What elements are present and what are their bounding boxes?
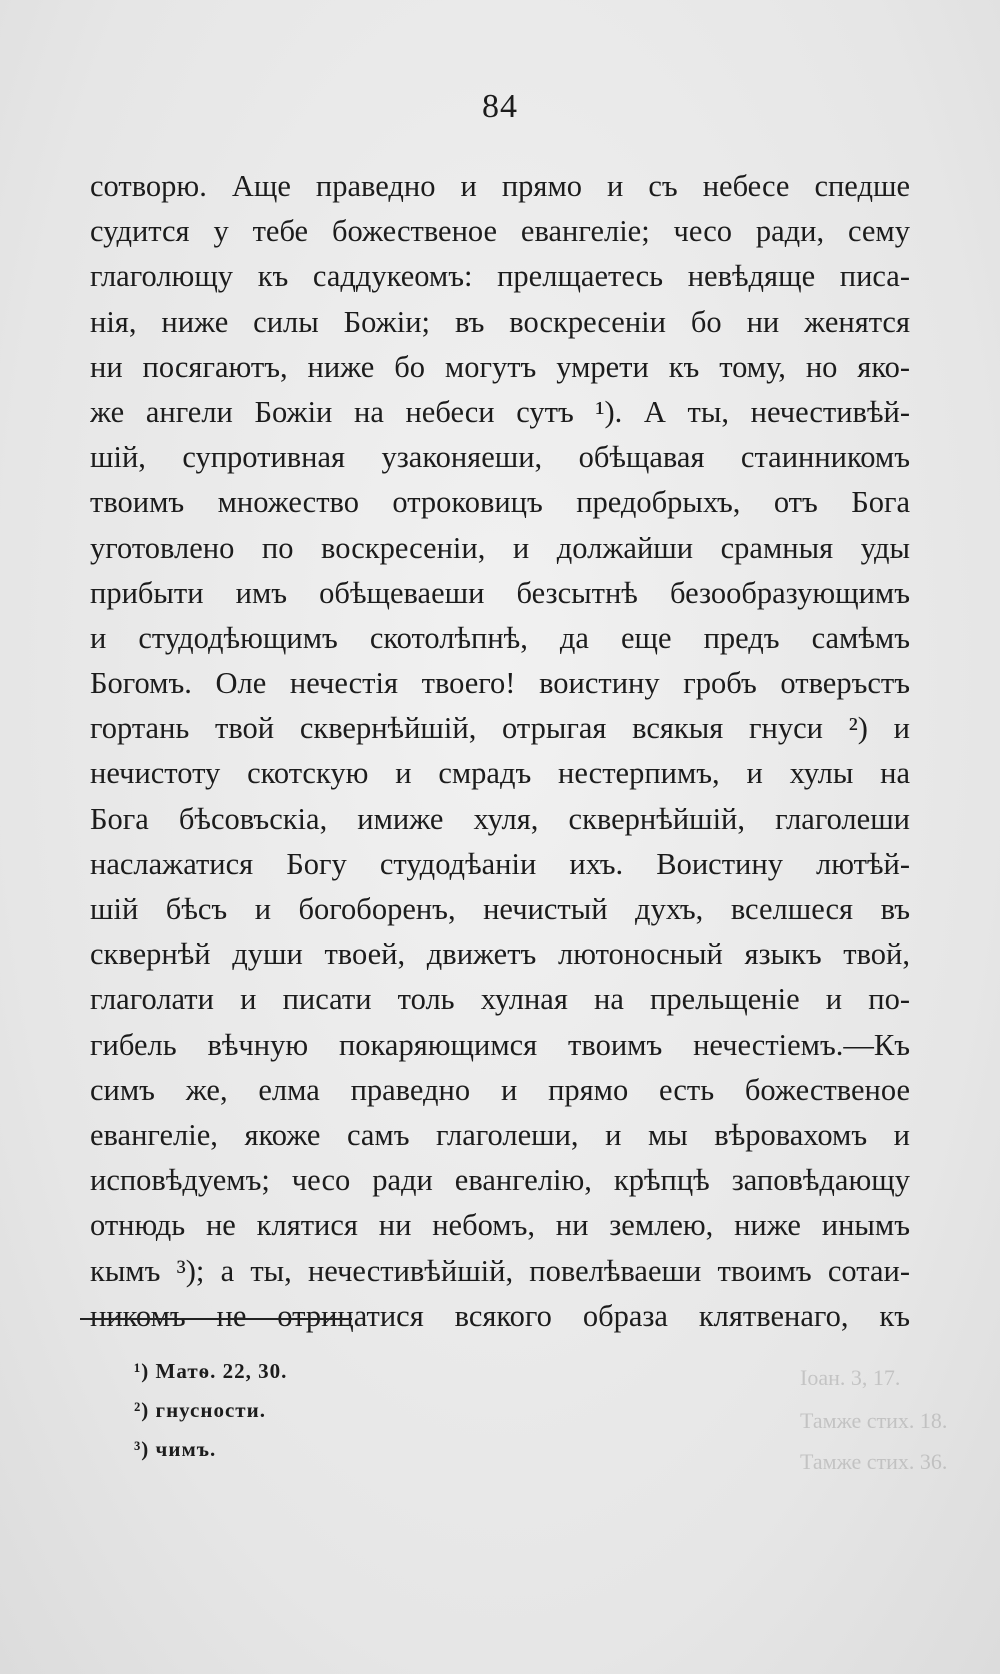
footnotes [134, 1352, 287, 1469]
footnote-2 [134, 1391, 287, 1430]
footnote-text: Матѳ. 22, 30. [155, 1359, 288, 1383]
text-line: исповѣдуемъ; чесо ради евангелію, крѣпцѣ заповѣдающу [90, 1163, 910, 1198]
text-line: Богомъ. Оле нечестія твоего! воистину гробъ отверъстъ [90, 666, 910, 701]
footnote-divider [80, 1318, 352, 1320]
text-line: никомъ не отрицатися всякого образа клятвенаго, къ [90, 1298, 910, 1333]
text-line: евангеліе, якоже самъ глаголеши, и мы вѣровахомъ и [90, 1117, 910, 1152]
footnote-text: гнусности. [155, 1398, 266, 1422]
text-line: твоимъ множество отроковицъ предобрыхъ, отъ Бога [90, 485, 910, 520]
text-line: Бога бѣсовъскіа, имиже хуля, сквернѣйшій, глаголеши [90, 801, 910, 836]
text-line: глаголющу къ саддукеомъ: прелщаетесь невѣдяще писа- [90, 259, 910, 294]
text-line: глаголати и писати толь хулная на прельщеніе и по- [90, 982, 910, 1017]
footnote-mark: ¹) [134, 1359, 150, 1383]
footnote-mark: ²) [134, 1398, 150, 1422]
text-line: нечистоту скотскую и смрадъ нестерпимъ, и хулы на [90, 756, 910, 791]
text-line: прибыти имъ обѣщеваеши безсытнѣ безообразующимъ [90, 575, 910, 610]
text-line: отнюдь не клятися ни небомъ, ни землею, ниже инымъ [90, 1208, 910, 1243]
page-number: 84 [482, 88, 518, 125]
text-line: гортань твой сквернѣйшій, отрыгая всякыя гнуси ²) и [90, 711, 910, 746]
text-line: же ангели Божіи на небеси сутъ ¹). А ты, нечестивѣй- [90, 394, 910, 429]
text-line: шій, супротивная узаконяеши, обѣщавая стаинникомъ [90, 440, 910, 475]
text-line: уготовлено по воскресеніи, и должайши срамныя уды [90, 530, 910, 565]
footnote-mark: ³) [134, 1437, 150, 1461]
footnote-text: чимъ. [155, 1437, 217, 1461]
text-line: судится у тебе божественое евангеліе; чесо ради, сему [90, 214, 910, 249]
text-line: симъ же, елма праведно и прямо есть божественое [90, 1072, 910, 1107]
text-line: ни посягаютъ, ниже бо могутъ умрети къ тому, но яко- [90, 349, 910, 384]
text-line: шій бѣсъ и богоборенъ, нечистый духъ, вселшеся въ [90, 892, 910, 926]
text-line: сквернѣй души твоей, движетъ лютоносный языкъ твой, [90, 937, 910, 972]
bleed-through-text: Тамже стих. 18. [800, 1408, 948, 1433]
bleed-through-text: Тамже стих. 36. [800, 1449, 948, 1474]
body-text [90, 164, 910, 1339]
text-line: наслажатися Богу студодѣаніи ихъ. Воистину лютѣй- [90, 846, 910, 881]
text-line: нія, ниже силы Божіи; въ воскресеніи бо ни женятся [90, 304, 910, 339]
text-line: сотворю. Аще праведно и прямо и съ небесе спедше [90, 169, 910, 203]
text-line: гибель вѣчную покаряющимся твоимъ нечестіемъ.—Къ [90, 1027, 910, 1062]
footnote-3 [134, 1430, 287, 1469]
bleed-through-text: Іоан. 3, 17. [800, 1365, 901, 1390]
footnote-1 [134, 1352, 287, 1391]
text-line: кымъ ³); а ты, нечестивѣйшій, повелѣваеши твоимъ сотаи- [90, 1253, 910, 1288]
text-line: и студодѣющимъ скотолѣпнѣ, да еще предъ самѣмъ [90, 620, 910, 655]
